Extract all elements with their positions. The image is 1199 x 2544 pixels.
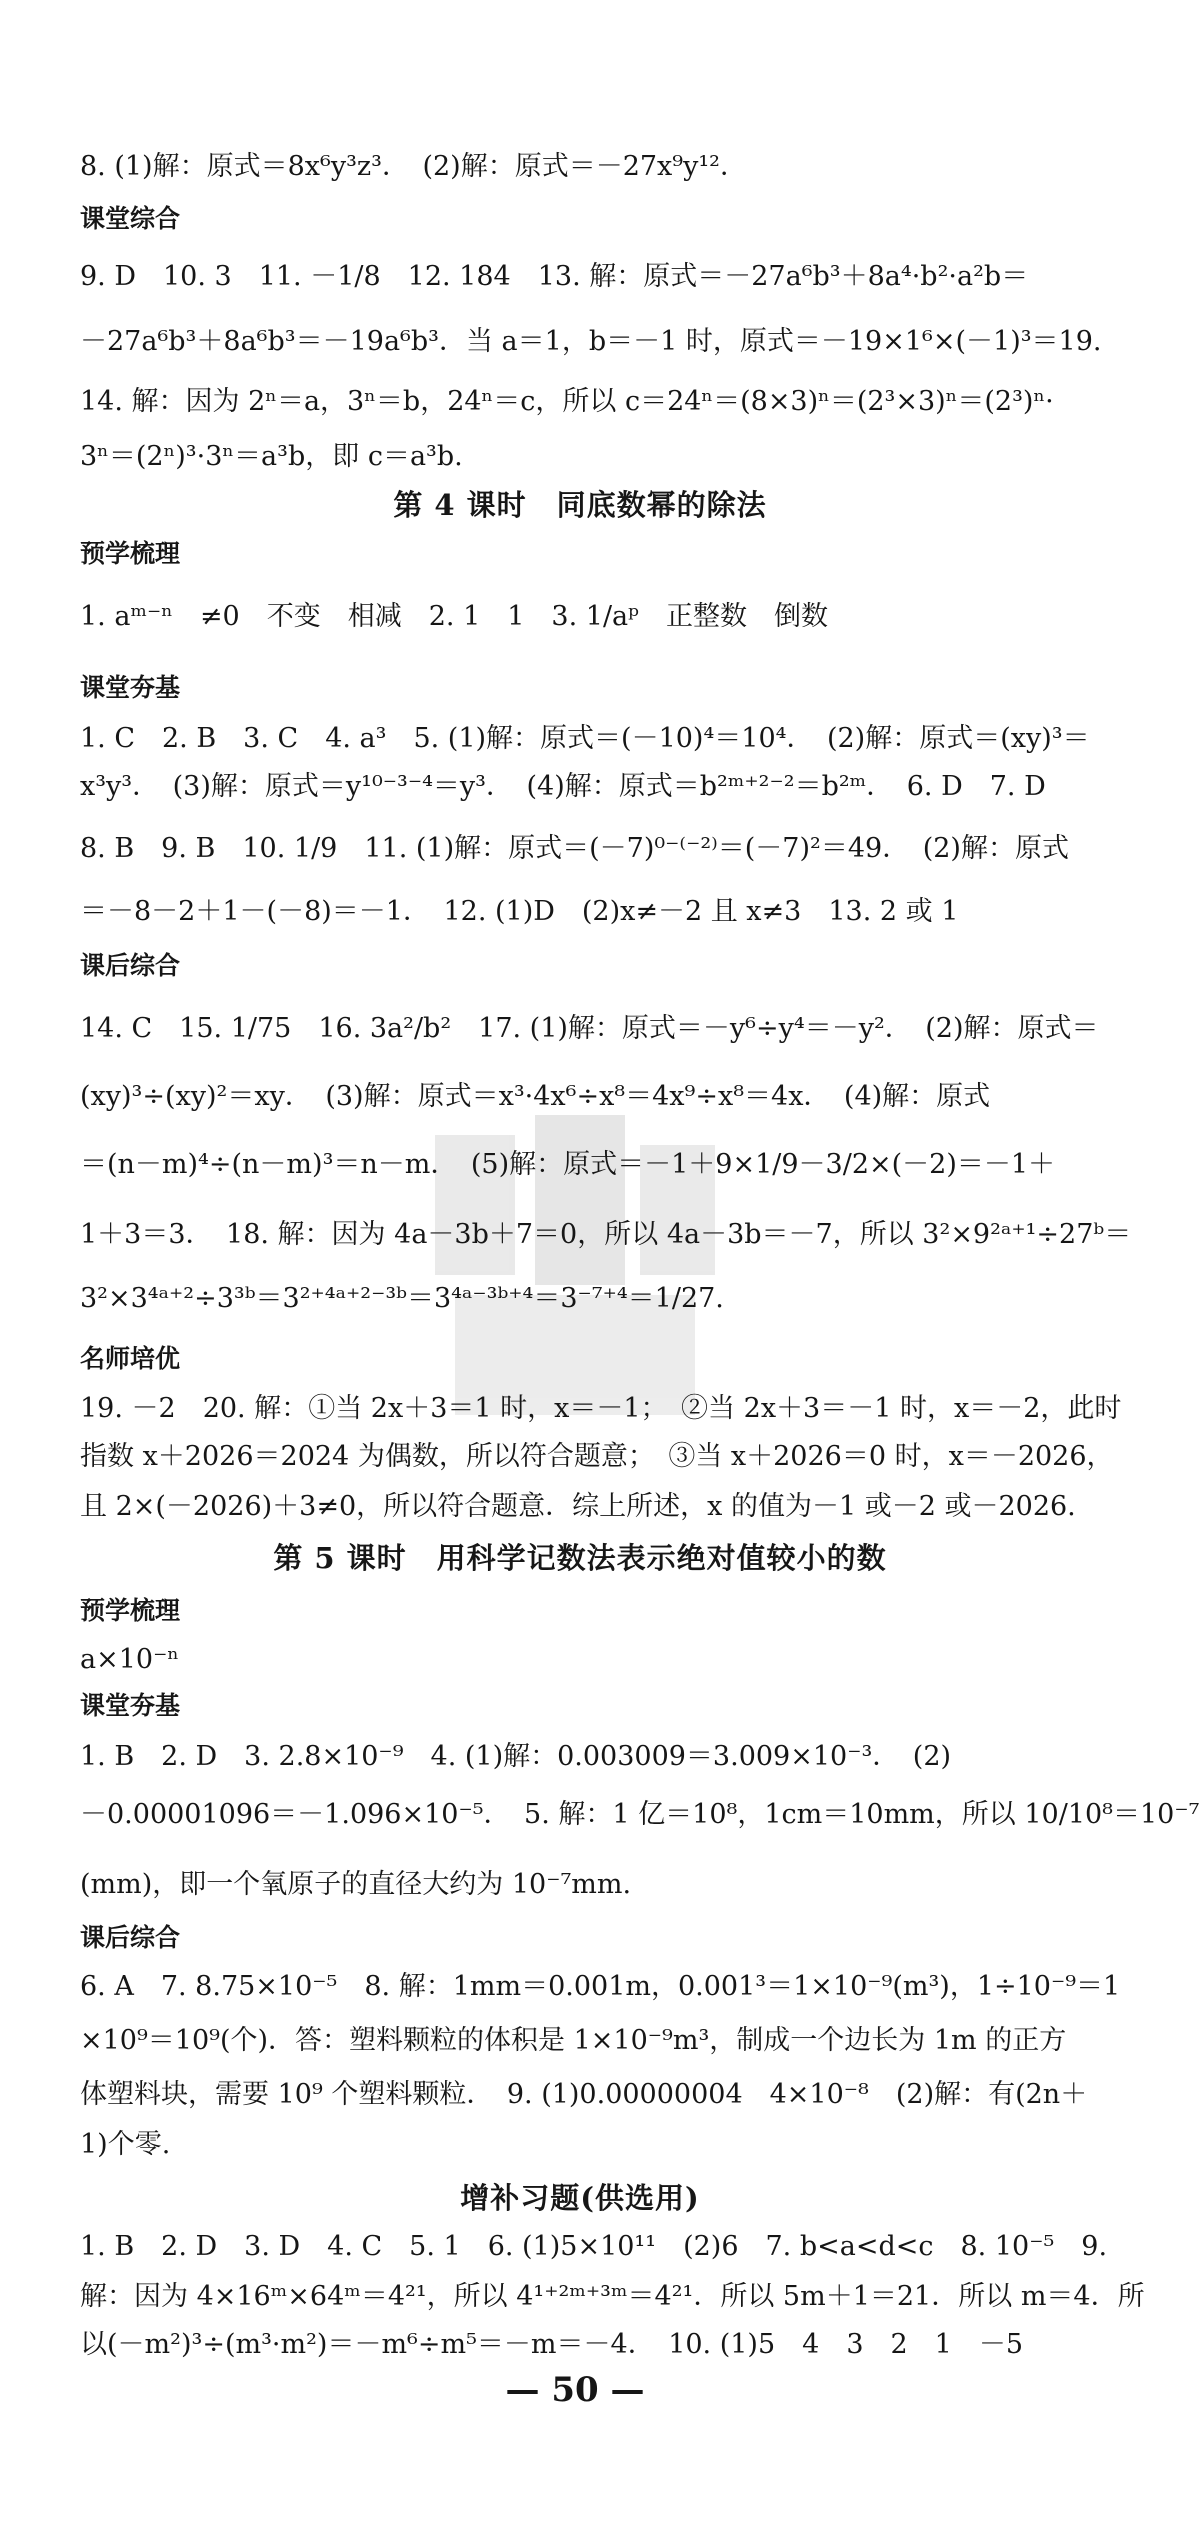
answer-line: (xy)³÷(xy)²＝xy． (3)解：原式＝x³·4x⁶÷x⁸＝4x⁹÷x⁸＝4x． (4)解：原式 bbox=[80, 1081, 991, 1112]
supplement-title: 增补习题(供选用) bbox=[460, 2181, 700, 2215]
answer-line: a×10⁻ⁿ bbox=[80, 1644, 180, 1675]
answer-line: 14. C 15. 1/75 16. 3a²/b² 17. (1)解：原式＝－y⁶÷y⁴＝－y²． (2)解：原式＝ bbox=[80, 1013, 1099, 1044]
answer-line: ＝－8－2＋1－(－8)＝－1． 12. (1)D (2)x≠－2 且 x≠3 13. 2 或 1 bbox=[80, 896, 959, 927]
answer-line: 1. B 2. D 3. D 4. C 5. 1 6. (1)5×10¹¹ (2)6 7. b<a<d<c 8. 10⁻⁵ 9. bbox=[80, 2231, 1108, 2262]
answer-line: －0.00001096＝－1.096×10⁻⁵． 5. 解：1 亿＝10⁸，1cm＝10mm，所以 10/10⁸＝10⁻⁷ bbox=[80, 1799, 1199, 1830]
answer-line: 8. B 9. B 10. 1/9 11. (1)解：原式＝(－7)⁰⁻⁽⁻²⁾＝(－7)²＝49． (2)解：原式 bbox=[80, 833, 1069, 864]
answer-line: 1. aᵐ⁻ⁿ ≠0 不变 相减 2. 1 1 3. 1/aᵖ 正整数 倒数 bbox=[80, 601, 828, 632]
answer-line: 19. －2 20. 解：①当 2x＋3＝1 时，x＝－1； ②当 2x＋3＝－1 时，x＝－2，此时 bbox=[80, 1393, 1122, 1424]
answer-line: 14. 解：因为 2ⁿ＝a，3ⁿ＝b，24ⁿ＝c，所以 c＝24ⁿ＝(8×3)ⁿ＝(2³×3)ⁿ＝(2³)ⁿ· bbox=[80, 386, 1054, 417]
answer-line: 以(－m²)³÷(m³·m²)＝－m⁶÷m⁵＝－m＝－4． 10. (1)5 4 3 2 1 －5 bbox=[80, 2329, 1024, 2360]
section-heading: 课堂夯基 bbox=[80, 1691, 181, 1720]
answer-line: 8. (1)解：原式＝8x⁶y³z³． (2)解：原式＝－27x⁹y¹²． bbox=[80, 151, 747, 182]
answer-line: 体塑料块，需要 10⁹ 个塑料颗粒． 9. (1)0.00000004 4×10⁻⁸ (2)解：有(2n＋ bbox=[80, 2079, 1088, 2110]
answer-line: 3²×3⁴ᵃ⁺²÷3³ᵇ＝3²⁺⁴ᵃ⁺²⁻³ᵇ＝3⁴ᵃ⁻³ᵇ⁺⁴＝3⁻⁷⁺⁴＝1/27. bbox=[80, 1283, 724, 1314]
section-heading: 名师培优 bbox=[80, 1344, 181, 1373]
answer-line: 1. C 2. B 3. C 4. a³ 5. (1)解：原式＝(－10)⁴＝10⁴． (2)解：原式＝(xy)³＝ bbox=[80, 723, 1090, 754]
section-heading: 预学梳理 bbox=[80, 1596, 181, 1625]
answer-line: 3ⁿ＝(2ⁿ)³·3ⁿ＝a³b，即 c＝a³b. bbox=[80, 441, 463, 472]
answer-line: 1. B 2. D 3. 2.8×10⁻⁹ 4. (1)解：0.003009＝3.009×10⁻³． (2) bbox=[80, 1741, 952, 1772]
answer-line: x³y³． (3)解：原式＝y¹⁰⁻³⁻⁴＝y³． (4)解：原式＝b²ᵐ⁺²⁻²＝b²ᵐ． 6. D 7. D bbox=[80, 771, 1046, 802]
answer-line: 且 2×(－2026)＋3≠0，所以符合题意．综上所述，x 的值为－1 或－2 或－2026. bbox=[80, 1491, 1076, 1522]
answer-line: 1)个零. bbox=[80, 2129, 171, 2160]
page-number: — 50 — bbox=[505, 2370, 645, 2410]
section-heading: 课后综合 bbox=[80, 1923, 181, 1952]
answer-line: 解：因为 4×16ᵐ×64ᵐ＝4²¹，所以 4¹⁺²ᵐ⁺³ᵐ＝4²¹．所以 5m＋1＝21．所以 m＝4．所 bbox=[80, 2281, 1145, 2312]
answer-line: －27a⁶b³＋8a⁶b³＝－19a⁶b³．当 a＝1，b＝－1 时，原式＝－19×1⁶×(－1)³＝19. bbox=[80, 326, 1102, 357]
answer-line: ×10⁹＝10⁹(个)．答：塑料颗粒的体积是 1×10⁻⁹m³，制成一个边长为 1m 的正方 bbox=[80, 2025, 1067, 2056]
section-heading: 课堂综合 bbox=[80, 204, 181, 233]
answer-line: 1＋3＝3． 18. 解：因为 4a－3b＋7＝0，所以 4a－3b＝－7，所以 3²×9²ᵃ⁺¹÷27ᵇ＝ bbox=[80, 1219, 1132, 1250]
lesson-title: 第 4 课时 同底数幂的除法 bbox=[393, 488, 767, 522]
answer-line: 指数 x＋2026＝2024 为偶数，所以符合题意； ③当 x＋2026＝0 时，x＝－2026， bbox=[80, 1441, 1114, 1472]
answer-line: (mm)，即一个氧原子的直径大约为 10⁻⁷mm. bbox=[80, 1869, 632, 1900]
lesson-title: 第 5 课时 用科学记数法表示绝对值较小的数 bbox=[273, 1541, 887, 1575]
section-heading: 课堂夯基 bbox=[80, 673, 181, 702]
answer-line: ＝(n－m)⁴÷(n－m)³＝n－m． (5)解：原式＝－1＋9×1/9－3/2×(－2)＝－1＋ bbox=[80, 1149, 1056, 1180]
section-heading: 预学梳理 bbox=[80, 539, 181, 568]
answer-line: 6. A 7. 8.75×10⁻⁵ 8. 解：1mm＝0.001m，0.001³＝1×10⁻⁹(m³)，1÷10⁻⁹＝1 bbox=[80, 1971, 1121, 2002]
section-heading: 课后综合 bbox=[80, 951, 181, 980]
answer-line: 9. D 10. 3 11. －1/8 12. 184 13. 解：原式＝－27a⁶b³＋8a⁴·b²·a²b＝ bbox=[80, 261, 1029, 292]
